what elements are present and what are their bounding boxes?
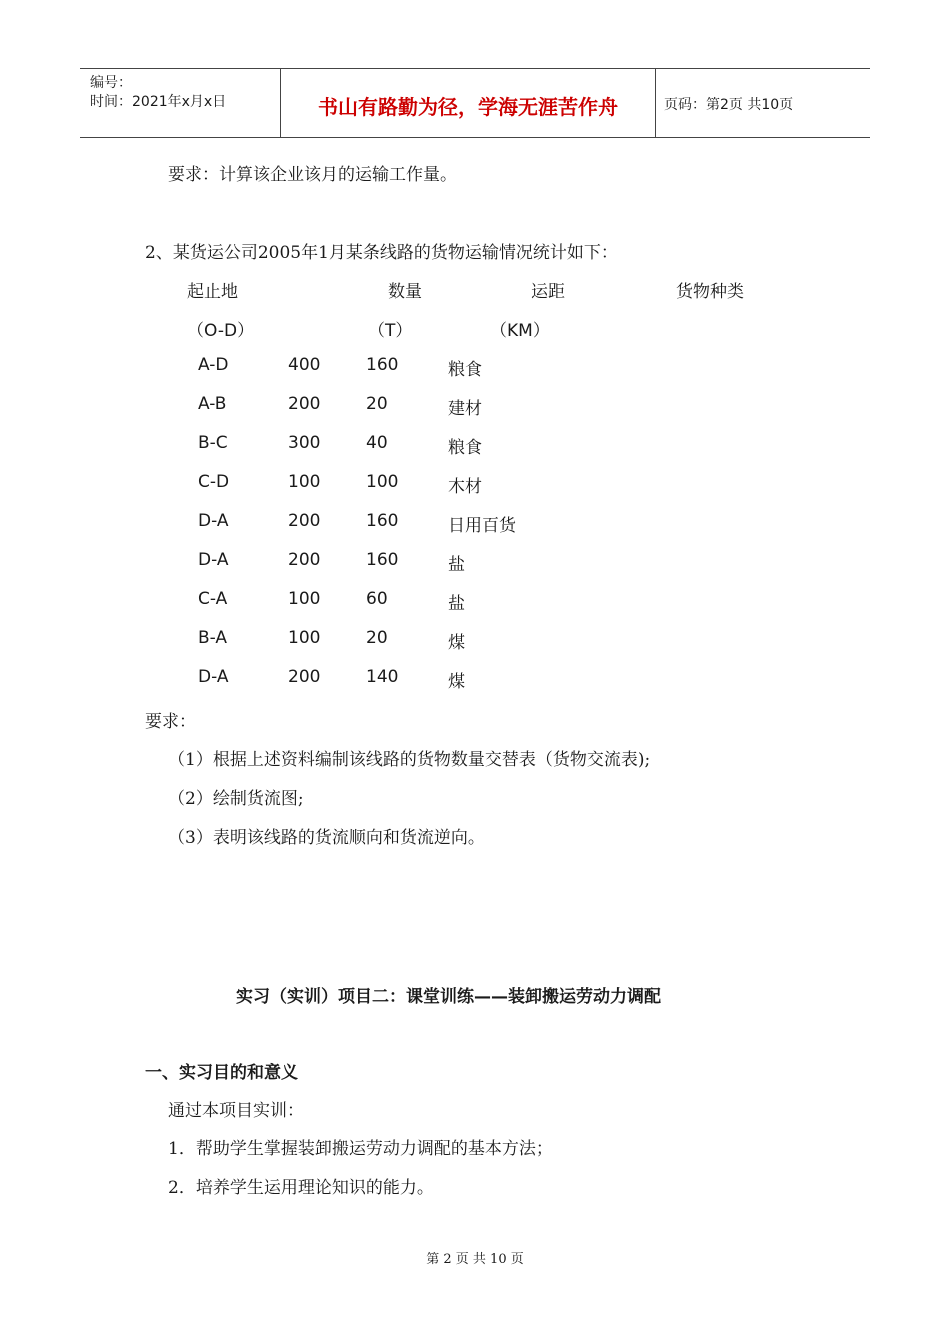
table-cell-distance: 60	[366, 589, 388, 609]
table-cell-distance: 100	[366, 472, 399, 492]
table-cell-quantity: 300	[288, 433, 321, 453]
table-cell-cargo: 盐	[448, 555, 465, 575]
table-cell-distance: 160	[366, 511, 399, 531]
table-cell-quantity: 100	[288, 628, 321, 648]
project-title: 实习（实训）项目二：课堂训练——装卸搬运劳动力调配	[236, 987, 661, 1007]
table-cell-distance: 140	[366, 667, 399, 687]
requirement-top: 要求：计算该企业该月的运输工作量。	[168, 165, 457, 185]
table-cell-od: C-D	[198, 472, 230, 492]
table-subheader-t: （T）	[368, 321, 413, 341]
table-cell-od: D-A	[198, 511, 229, 531]
table-cell-od: B-C	[198, 433, 228, 453]
table-cell-cargo: 煤	[448, 633, 465, 653]
header-motto: 书山有路勤为径，学海无涯苦作舟	[318, 95, 618, 119]
table-cell-cargo: 煤	[448, 672, 465, 692]
section-1-title: 一、实习目的和意义	[145, 1063, 298, 1083]
table-cell-quantity: 400	[288, 355, 321, 375]
header-motto-cell	[280, 69, 656, 137]
table-cell-od: B-A	[198, 628, 228, 648]
table-header-cargo: 货物种类	[676, 282, 744, 302]
header-right-cell	[655, 69, 870, 137]
table-cell-quantity: 200	[288, 511, 321, 531]
table-cell-distance: 160	[366, 550, 399, 570]
table-cell-od: A-B	[198, 394, 227, 414]
page-footer: 第 2 页 共 10 页	[426, 1252, 524, 1267]
table-subheader-od: （O-D）	[187, 321, 255, 341]
table-header-od: 起止地	[187, 282, 238, 302]
table-subheader-km: （KM）	[490, 321, 550, 341]
table-cell-distance: 20	[366, 628, 388, 648]
table-cell-quantity: 100	[288, 589, 321, 609]
table-cell-quantity: 200	[288, 394, 321, 414]
table-cell-od: C-A	[198, 589, 228, 609]
table-cell-distance: 40	[366, 433, 388, 453]
table-cell-quantity: 100	[288, 472, 321, 492]
table-cell-quantity: 200	[288, 667, 321, 687]
header-page-label: 页码：第2页 共10页	[664, 97, 794, 113]
requirement-2: （2）绘制货流图;	[168, 789, 304, 809]
section-1-intro: 通过本项目实训：	[168, 1101, 304, 1121]
section-1-item-1: 1．帮助学生掌握装卸搬运劳动力调配的基本方法；	[168, 1139, 553, 1159]
table-cell-cargo: 粮食	[448, 438, 482, 458]
table-cell-od: A-D	[198, 355, 229, 375]
table-header-quantity: 数量	[388, 282, 422, 302]
table-cell-quantity: 200	[288, 550, 321, 570]
table-cell-distance: 20	[366, 394, 388, 414]
table-cell-cargo: 粮食	[448, 360, 482, 380]
table-cell-distance: 160	[366, 355, 399, 375]
table-cell-od: D-A	[198, 667, 229, 687]
requirements-label: 要求：	[145, 712, 196, 732]
table-header-distance: 运距	[531, 282, 565, 302]
table-cell-cargo: 盐	[448, 594, 465, 614]
requirement-3: （3）表明该线路的货流顺向和货流逆向。	[168, 828, 485, 848]
header-left-cell	[80, 69, 280, 137]
table-cell-od: D-A	[198, 550, 229, 570]
question-2-intro: 2、某货运公司2005年1月某条线路的货物运输情况统计如下：	[145, 243, 618, 263]
page-header	[80, 68, 870, 138]
number-label: 编号：	[90, 75, 132, 91]
time-label: 时间：2021年x月x日	[90, 94, 227, 110]
table-cell-cargo: 木材	[448, 477, 482, 497]
section-1-item-2: 2．培养学生运用理论知识的能力。	[168, 1178, 434, 1198]
table-cell-cargo: 日用百货	[448, 516, 516, 536]
table-cell-cargo: 建材	[448, 399, 482, 419]
requirement-1: （1）根据上述资料编制该线路的货物数量交替表（货物交流表);	[168, 750, 651, 770]
